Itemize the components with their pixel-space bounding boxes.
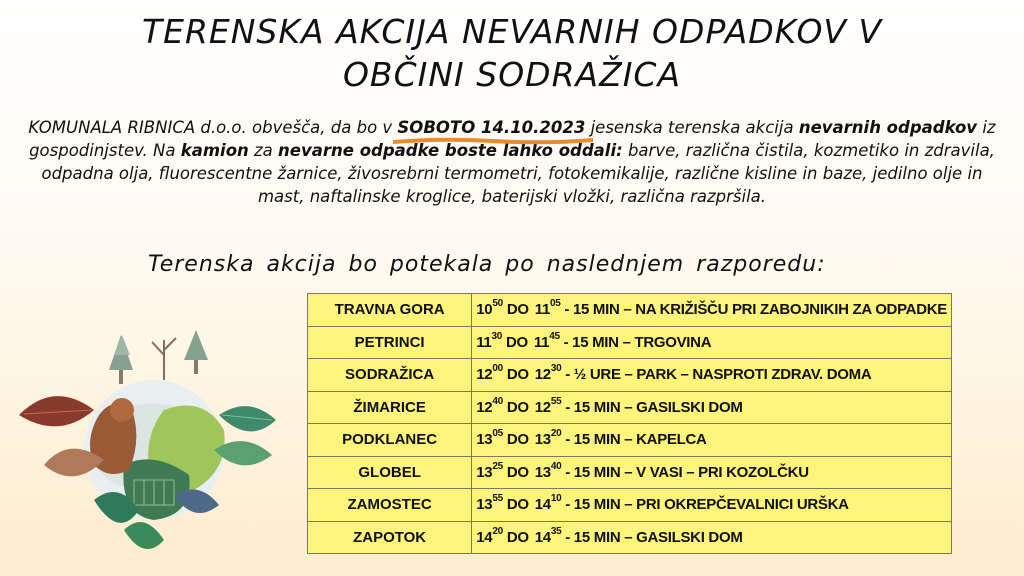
schedule-heading: Terenska akcija bo potekala po naslednjem razporedu:	[148, 252, 826, 277]
start-minute: 00	[492, 363, 503, 375]
location-cell: ZAPOTOK	[308, 521, 472, 554]
end-minute: 40	[550, 460, 562, 472]
end-minute: 30	[550, 363, 562, 375]
time-cell	[472, 489, 952, 522]
start-hour: 14	[476, 528, 493, 546]
schedule-table	[307, 293, 952, 554]
location-cell: SODRAŽICA	[308, 359, 472, 392]
start-minute: 30	[491, 330, 503, 342]
start-hour: 11	[476, 333, 492, 351]
title-line-2: OBČINI SODRAŽICA	[342, 55, 682, 94]
intro-company: KOMUNALA RIBNICA d.o.o. obvešča, da bo v	[28, 118, 398, 137]
bare-tree-icon	[152, 338, 176, 380]
time-cell	[472, 294, 952, 327]
end-minute: 55	[550, 395, 562, 407]
end-hour: 13	[534, 431, 551, 449]
tree-icon	[109, 335, 133, 384]
end-hour: 12	[534, 398, 551, 416]
location-note: - 15 MIN – PRI OKREPČEVALNICI URŠKA	[561, 496, 849, 514]
end-minute: 05	[550, 298, 561, 310]
leaf-icon	[219, 406, 276, 431]
start-minute: 50	[492, 298, 503, 310]
location-cell: ZAMOSTEC	[308, 489, 472, 522]
intro-list: barve, različna čistila, kozmetiko in zdravila, odpadna olja, fluorescentne žarnice, živosrebrni termometri, fotokemikalije, različne kisline in baze, jedilno olje in mast, naftalinske kroglice, baterijski vložki, različna razpršila.	[41, 141, 995, 206]
start-hour: 13	[476, 431, 493, 449]
start-hour: 13	[476, 463, 493, 481]
do-label: DO	[506, 366, 529, 384]
eco-illustration	[14, 300, 284, 570]
leaf-icon	[19, 396, 94, 426]
table-row	[308, 489, 952, 522]
start-minute: 40	[492, 395, 503, 407]
location-note: - 15 MIN – KAPELCA	[561, 431, 707, 449]
start-hour: 13	[476, 496, 493, 514]
start-hour: 10	[476, 301, 493, 319]
end-hour: 13	[534, 463, 551, 481]
table-row	[308, 521, 952, 554]
location-note: - 15 MIN – NA KRIŽIŠČU PRI ZABOJNIKIH ZA ODPADKE	[560, 301, 947, 319]
start-minute: 25	[492, 460, 503, 472]
end-minute: 20	[550, 428, 562, 440]
leaf-icon	[124, 522, 164, 549]
end-hour: 14	[534, 496, 551, 514]
start-minute: 20	[492, 525, 503, 537]
start-minute: 55	[492, 493, 503, 505]
end-hour: 12	[534, 366, 551, 384]
time-cell	[472, 456, 952, 489]
title-line-1: TERENSKA AKCIJA NEVARNIH ODPADKOV V	[141, 12, 883, 51]
tree-icon	[184, 330, 208, 374]
location-note: - 15 MIN – V VASI – PRI KOZOLČKU	[561, 463, 809, 481]
intro-date: SOBOTO 14.10.2023	[397, 116, 585, 139]
intro-collect: nevarne odpadke boste lahko oddali:	[278, 141, 623, 160]
location-cell: TRAVNA GORA	[308, 294, 472, 327]
time-cell	[472, 521, 952, 554]
end-hour: 14	[534, 528, 551, 546]
location-cell: GLOBEL	[308, 456, 472, 489]
start-hour: 12	[476, 366, 493, 384]
intro-truck: kamion	[180, 141, 249, 160]
intro-after-date: jesenska terenska akcija	[585, 118, 794, 137]
start-minute: 05	[492, 428, 503, 440]
table-row	[308, 456, 952, 489]
time-cell	[472, 326, 952, 359]
do-label: DO	[506, 301, 529, 319]
do-label: DO	[506, 398, 529, 416]
time-cell	[472, 391, 952, 424]
time-cell	[472, 424, 952, 457]
intro-paragraph	[22, 116, 1002, 208]
intro-za: za	[248, 141, 279, 160]
location-cell: ŽIMARICE	[308, 391, 472, 424]
do-label: DO	[506, 431, 529, 449]
table-row	[308, 326, 952, 359]
table-row	[308, 294, 952, 327]
brush-underline	[393, 137, 593, 145]
end-minute: 10	[550, 493, 562, 505]
time-cell	[472, 359, 952, 392]
location-note: - ½ URE – PARK – NASPROTI ZDRAV. DOMA	[561, 366, 872, 384]
location-cell: PETRINCI	[308, 326, 472, 359]
do-label: DO	[506, 496, 529, 514]
page-title	[0, 10, 1024, 96]
do-label: DO	[506, 528, 529, 546]
end-hour: 11	[533, 333, 550, 351]
end-hour: 11	[534, 301, 551, 319]
table-row	[308, 359, 952, 392]
location-cell: PODKLANEC	[308, 424, 472, 457]
location-note: - 15 MIN – GASILSKI DOM	[561, 398, 743, 416]
do-label: DO	[506, 333, 528, 351]
intro-households: iz gospodinjstev. Na	[29, 118, 996, 160]
start-hour: 12	[476, 398, 493, 416]
location-note: - 15 MIN – TRGOVINA	[559, 333, 712, 351]
intro-hazardous-waste: nevarnih odpadkov	[798, 118, 978, 137]
end-minute: 35	[550, 525, 562, 537]
table-row	[308, 424, 952, 457]
location-note: - 15 MIN – GASILSKI DOM	[561, 528, 743, 546]
table-row	[308, 391, 952, 424]
do-label: DO	[506, 463, 529, 481]
end-minute: 45	[549, 330, 560, 342]
